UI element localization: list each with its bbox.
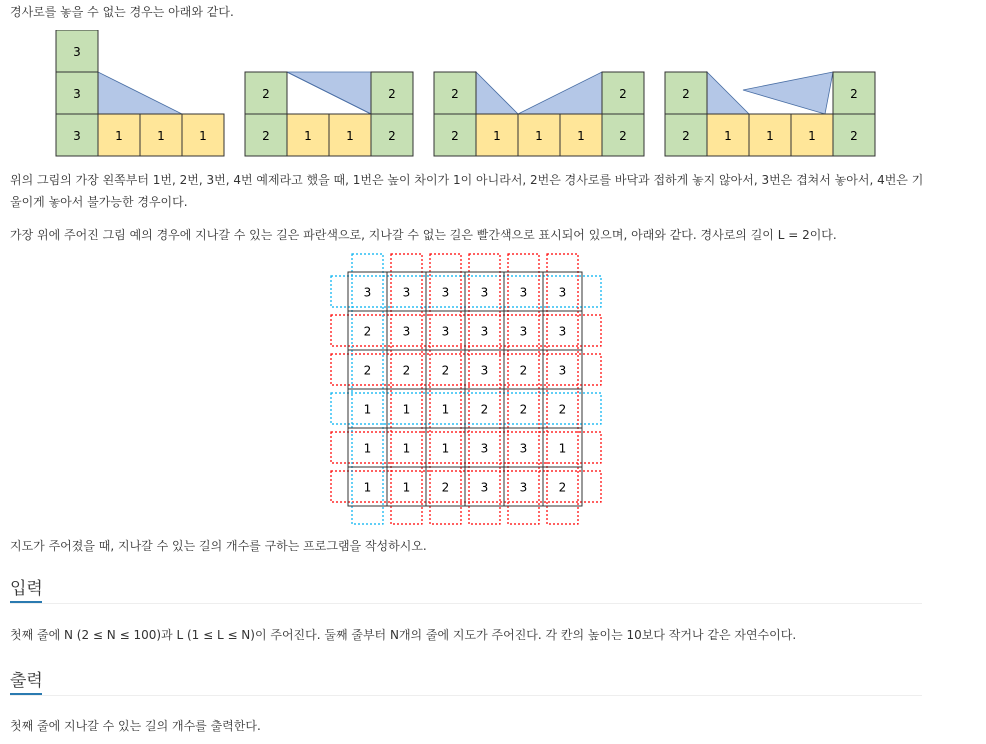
- ramp-left: [476, 72, 518, 114]
- map-cell-value: 2: [480, 402, 489, 417]
- map-cell-value: 2: [519, 363, 528, 378]
- map-cell-value: 3: [363, 285, 372, 300]
- height-value: 1: [724, 129, 732, 143]
- input-text: 첫째 줄에 N (2 ≤ N ≤ 100)과 L (1 ≤ L ≤ N)이 주어진다. 둘째 줄부터 N개의 줄에 지도가 주어진다. 각 칸의 높이는 10보다 작거나 같은 자연수이다.: [10, 628, 797, 642]
- height-value: 2: [388, 87, 396, 101]
- map-cell-value: 3: [480, 285, 489, 300]
- explain-text-line2: 울이게 놓아서 불가능한 경우이다.: [10, 195, 188, 209]
- height-value: 1: [535, 129, 543, 143]
- map-cell-value: 3: [480, 363, 489, 378]
- ramp-examples-figure: [0, 30, 986, 192]
- map-cell-value: 2: [519, 402, 528, 417]
- map-cell-value: 3: [480, 324, 489, 339]
- height-value: 2: [619, 87, 627, 101]
- map-cell-value: 3: [480, 441, 489, 456]
- input-heading: 입력: [10, 579, 43, 599]
- height-value: 1: [346, 129, 354, 143]
- ramp-tilted: [743, 72, 833, 114]
- map-cell-value: 3: [441, 324, 450, 339]
- path-grid-figure: [328, 252, 608, 532]
- height-value: 1: [304, 129, 312, 143]
- ramp-left: [707, 72, 749, 114]
- height-value: 1: [115, 129, 123, 143]
- height-value: 2: [451, 87, 459, 101]
- map-cell-value: 2: [441, 363, 450, 378]
- height-value: 2: [682, 87, 690, 101]
- height-value: 1: [577, 129, 585, 143]
- height-value: 1: [199, 129, 207, 143]
- map-cell-value: 2: [402, 363, 411, 378]
- map-cell-value: 1: [402, 480, 411, 495]
- height-value: 2: [262, 87, 270, 101]
- height-value: 2: [619, 129, 627, 143]
- height-value: 2: [850, 87, 858, 101]
- height-value: 2: [388, 129, 396, 143]
- intro-text: 경사로를 놓을 수 없는 경우는 아래와 같다.: [10, 5, 234, 19]
- map-cell-value: 2: [558, 402, 567, 417]
- map-cell-value: 1: [363, 402, 372, 417]
- height-value: 3: [73, 45, 81, 59]
- ramp-example-2: [245, 72, 413, 156]
- map-cell-value: 3: [519, 480, 528, 495]
- ramp-example-3: [434, 72, 644, 156]
- map-cell-value: 1: [363, 480, 372, 495]
- question-text: 지도가 주어졌을 때, 지나갈 수 있는 길의 개수를 구하는 프로그램을 작성하시오.: [10, 539, 427, 553]
- map-cell-value: 1: [441, 402, 450, 417]
- path-description-text: 가장 위에 주어진 그림 예의 경우에 지나갈 수 있는 길은 파란색으로, 지나갈 수 없는 길은 빨간색으로 표시되어 있으며, 아래와 같다. 경사로의 길이 L = 2이다.: [10, 228, 837, 242]
- height-value: 2: [682, 129, 690, 143]
- height-value: 3: [73, 129, 81, 143]
- map-cell-value: 3: [558, 324, 567, 339]
- input-divider: [10, 603, 922, 604]
- map-cell-value: 3: [519, 441, 528, 456]
- map-cell-value: 3: [441, 285, 450, 300]
- map-cell-value: 3: [402, 285, 411, 300]
- ramp-example-1: [56, 30, 224, 156]
- height-value: 2: [451, 129, 459, 143]
- explain-text-line1: 위의 그림의 가장 왼쪽부터 1번, 2번, 3번, 4번 예제라고 했을 때, 1번은 높이 차이가 1이 아니라서, 2번은 경사로를 바닥과 접하게 놓지 않아서, 3번은 겹쳐서 놓아서, 4번은 기: [10, 173, 924, 187]
- map-cell-value: 1: [402, 402, 411, 417]
- height-value: 2: [850, 129, 858, 143]
- map-cell-value: 3: [558, 363, 567, 378]
- output-divider: [10, 695, 922, 696]
- map-cell-value: 3: [519, 324, 528, 339]
- map-cell-value: 3: [558, 285, 567, 300]
- map-cell-value: 1: [402, 441, 411, 456]
- height-value: 2: [262, 129, 270, 143]
- map-cell-value: 1: [441, 441, 450, 456]
- map-cell-value: 1: [363, 441, 372, 456]
- map-cell-value: 2: [363, 324, 372, 339]
- height-value: 1: [766, 129, 774, 143]
- ramp-right: [518, 72, 602, 114]
- map-cell-value: 2: [441, 480, 450, 495]
- map-cell-value: 3: [402, 324, 411, 339]
- height-value: 3: [73, 87, 81, 101]
- output-heading: 출력: [10, 671, 43, 691]
- ramp-example-4: [665, 72, 875, 156]
- output-text: 첫째 줄에 지나갈 수 있는 길의 개수를 출력한다.: [10, 719, 261, 733]
- map-cell-value: 3: [480, 480, 489, 495]
- map-cell-value: 1: [558, 441, 567, 456]
- map-cell-value: 2: [363, 363, 372, 378]
- height-value: 1: [157, 129, 165, 143]
- ramp-shape: [98, 72, 182, 114]
- height-value: 1: [808, 129, 816, 143]
- map-cell-value: 2: [558, 480, 567, 495]
- map-cell-value: 3: [519, 285, 528, 300]
- height-value: 1: [493, 129, 501, 143]
